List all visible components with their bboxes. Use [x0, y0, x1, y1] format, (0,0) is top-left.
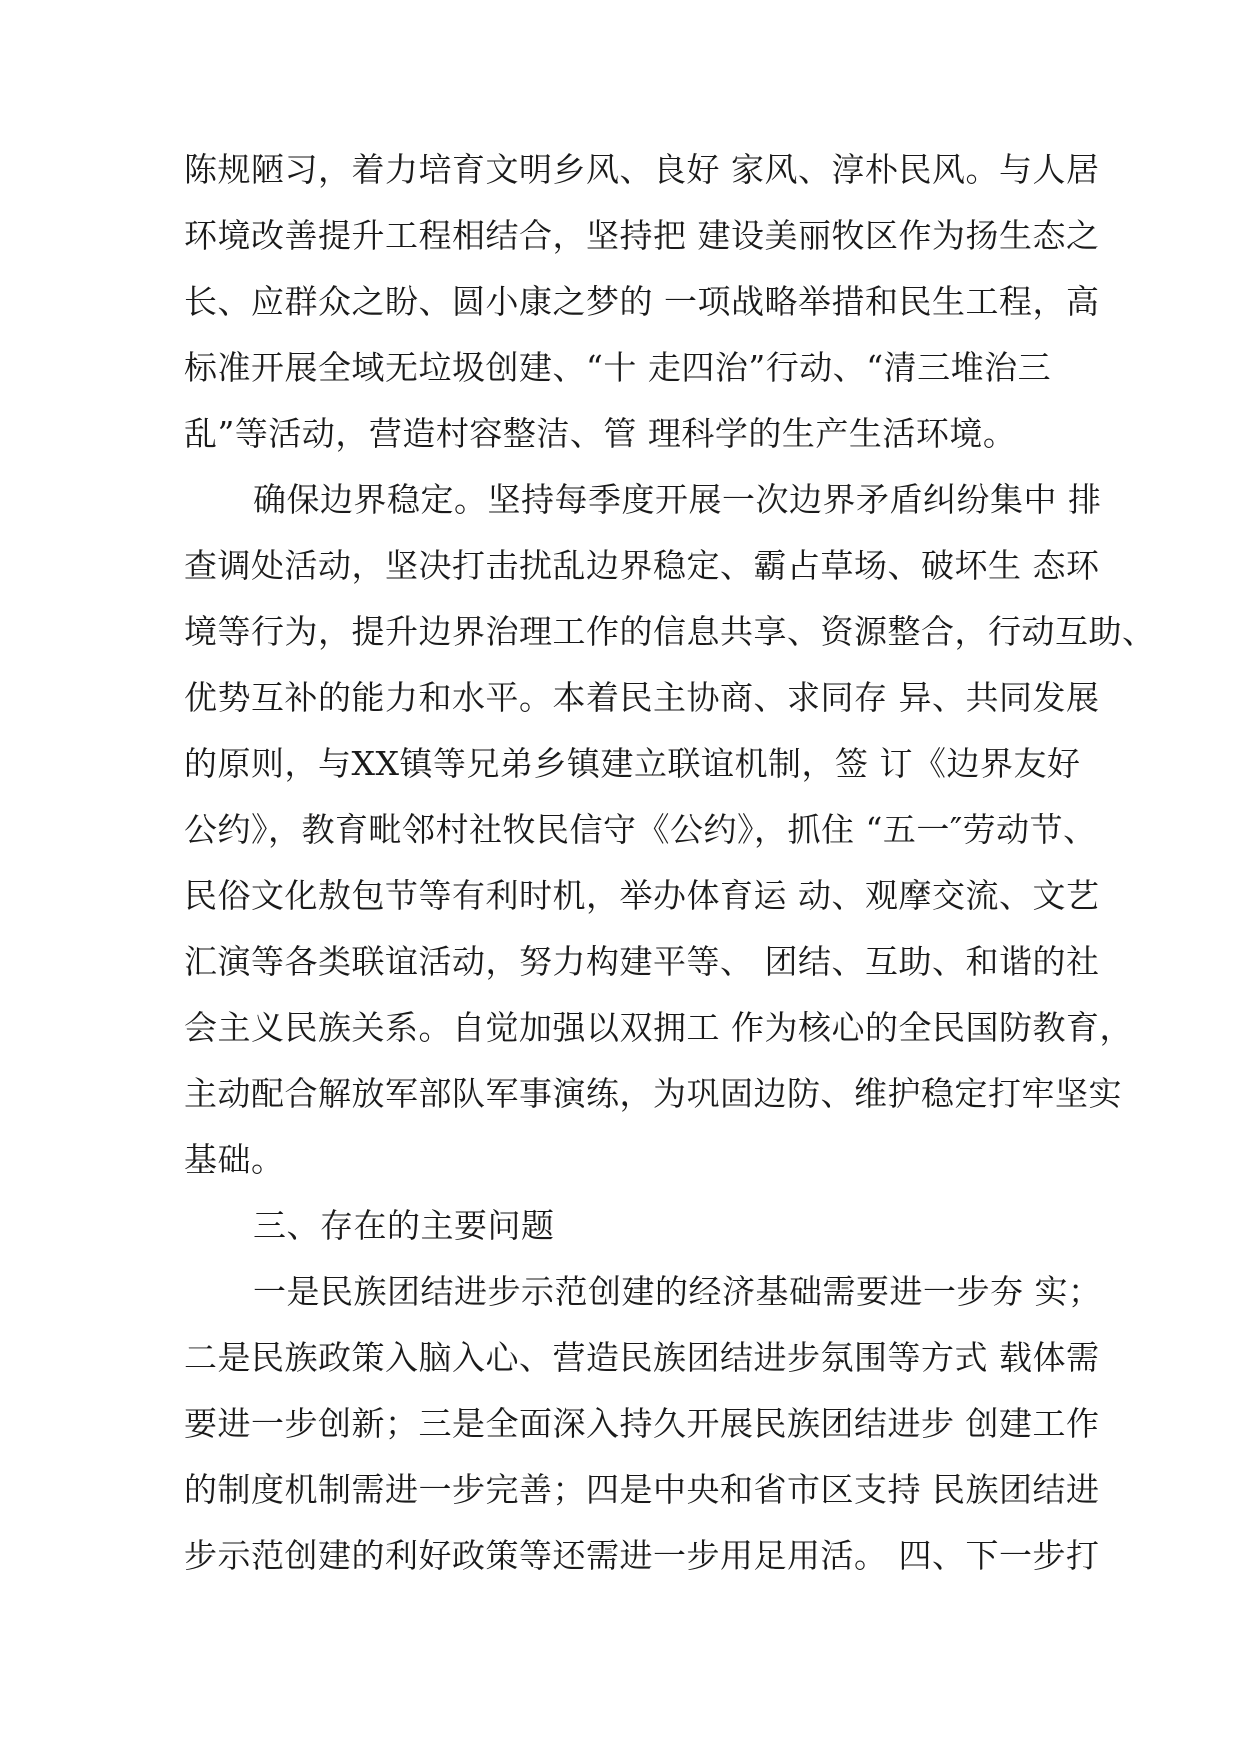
text-line: 二是民族政策入脑入心、营造民族团结进步氛围等方式 载体需 — [184, 1338, 1100, 1377]
text-line: 陈规陋习，着力培育文明乡风、良好 家风、淳朴民风。与人居 — [184, 150, 1100, 189]
text-line: 基础。 — [184, 1140, 285, 1179]
text-line: 民俗文化敖包节等有利时机，举办体育运 动、观摩交流、文艺 — [184, 876, 1100, 915]
text-line: 查调处活动，坚决打击扰乱边界稳定、霸占草场、破坏生 态环 — [184, 546, 1100, 585]
text-line: 环境改善提升工程相结合，坚持把 建设美丽牧区作为扬生态之 — [184, 216, 1100, 255]
text-line: 优势互补的能力和水平。本着民主协商、求同存 异、共同发展 — [184, 678, 1100, 717]
text-line: 长、应群众之盼、圆小康之梦的 一项战略举措和民生工程，高 — [184, 282, 1100, 321]
text-line: 乱”等活动，营造村容整洁、管 理科学的生产生活环境。 — [184, 414, 1017, 453]
text-line: 会主义民族关系。自觉加强以双拥工 作为核心的全民国防教育， — [184, 1008, 1133, 1047]
text-line: 步示范创建的利好政策等还需进一步用足用活。 四、下一步打 — [184, 1536, 1100, 1575]
text-line: 标准开展全域无垃圾创建、“十 走四治”行动、“清三堆治三 — [184, 348, 1052, 387]
text-line: 公约》，教育毗邻村社牧民信守《公约》，抓住 “五一″劳动节、 — [184, 810, 1097, 849]
text-line: 一是民族团结进步示范创建的经济基础需要进一步夯 实； — [253, 1272, 1102, 1311]
text-line: 境等行为，提升边界治理工作的信息共享、资源整合，行动互助、 — [184, 612, 1156, 651]
text-line: 要进一步创新；三是全面深入持久开展民族团结进步 创建工作 — [184, 1404, 1100, 1443]
text-line: 主动配合解放军部队军事演练，为巩固边防、维护稳定打牢坚实 — [184, 1074, 1122, 1113]
text-line: 的制度机制需进一步完善；四是中央和省市区支持 民族团结进 — [184, 1470, 1100, 1509]
section-heading: 三、存在的主要问题 — [253, 1206, 555, 1245]
paragraph-heading-border-stability: 确保边界稳定。坚持每季度开展一次边界矛盾纠纷集中 排 — [253, 480, 1102, 519]
text-line: 的原则，与XX镇等兄弟乡镇建立联谊机制，签 订《边界友好 — [184, 744, 1081, 783]
text-line: 汇演等各类联谊活动，努力构建平等、 团结、互助、和谐的社 — [184, 942, 1100, 981]
